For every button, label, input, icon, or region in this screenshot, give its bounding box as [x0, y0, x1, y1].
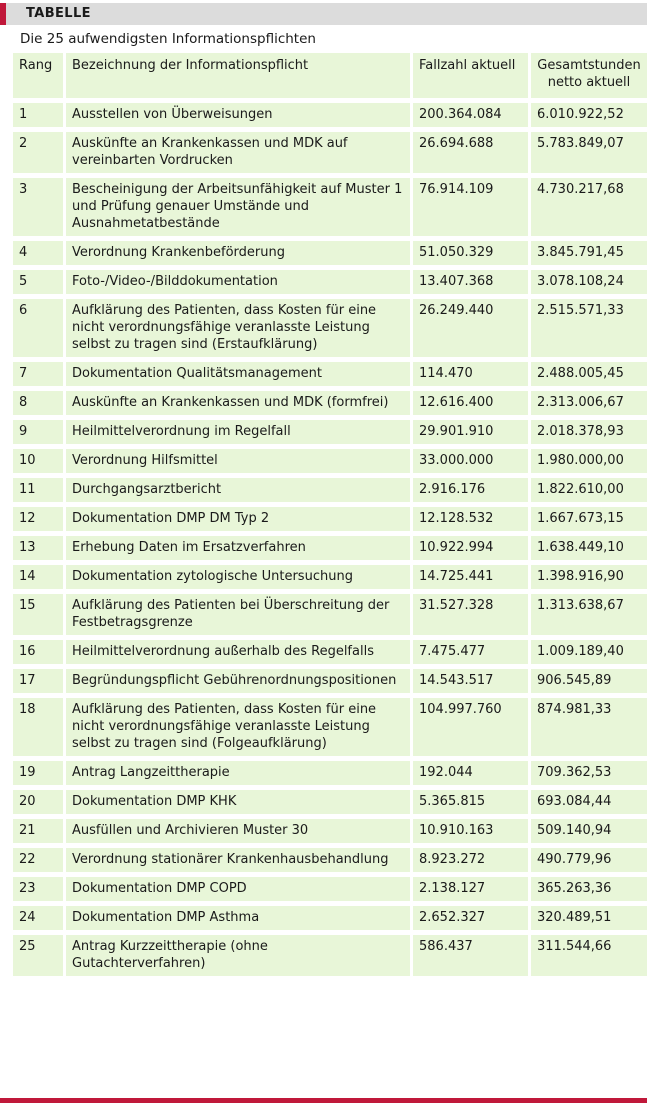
cell-name: Ausfüllen und Archivieren Muster 30	[66, 819, 413, 843]
cell-name: Durchgangsarztbericht	[66, 478, 413, 502]
table-row	[13, 565, 647, 589]
column-header-cases: Fallzahl aktuell	[413, 53, 531, 98]
cell-rank: 9	[13, 420, 66, 444]
cell-name: Aufklärung des Patienten, dass Kosten für eine nicht verordnungsfähige veranlasste Leistung selbst zu tragen sind (Erstaufklärung)	[66, 299, 413, 357]
cell-rank: 11	[13, 478, 66, 502]
table-row	[13, 241, 647, 265]
cell-hours: 365.263,36	[531, 877, 647, 901]
cell-hours: 1.822.610,00	[531, 478, 647, 502]
table-row	[13, 270, 647, 294]
table-row	[13, 761, 647, 785]
cell-cases: 31.527.328	[413, 594, 531, 635]
cell-name: Verordnung stationärer Krankenhausbehandlung	[66, 848, 413, 872]
cell-name: Dokumentation DMP COPD	[66, 877, 413, 901]
table-row	[13, 391, 647, 415]
table-row	[13, 178, 647, 236]
table-row	[13, 536, 647, 560]
table-row	[13, 877, 647, 901]
cell-name: Verordnung Hilfsmittel	[66, 449, 413, 473]
table-row	[13, 848, 647, 872]
cell-hours: 1.980.000,00	[531, 449, 647, 473]
cell-hours: 6.010.922,52	[531, 103, 647, 127]
cell-rank: 18	[13, 698, 66, 756]
table-row	[13, 790, 647, 814]
cell-name: Auskünfte an Krankenkassen und MDK (formfrei)	[66, 391, 413, 415]
cell-rank: 6	[13, 299, 66, 357]
cell-cases: 76.914.109	[413, 178, 531, 236]
cell-hours: 3.845.791,45	[531, 241, 647, 265]
cell-name: Heilmittelverordnung außerhalb des Regelfalls	[66, 640, 413, 664]
cell-rank: 7	[13, 362, 66, 386]
cell-name: Dokumentation DMP DM Typ 2	[66, 507, 413, 531]
cell-cases: 586.437	[413, 935, 531, 976]
cell-name: Verordnung Krankenbeförderung	[66, 241, 413, 265]
cell-rank: 5	[13, 270, 66, 294]
cell-cases: 2.652.327	[413, 906, 531, 930]
table-row	[13, 132, 647, 173]
cell-name: Aufklärung des Patienten, dass Kosten für eine nicht verordnungsfähige veranlasste Leistung selbst zu tragen sind (Folgeaufklärung)	[66, 698, 413, 756]
cell-name: Antrag Kurzzeittherapie (ohne Gutachterverfahren)	[66, 935, 413, 976]
table-row	[13, 420, 647, 444]
cell-rank: 4	[13, 241, 66, 265]
column-header-hours: Gesamtstunden netto aktuell	[531, 53, 647, 98]
cell-cases: 13.407.368	[413, 270, 531, 294]
cell-hours: 1.398.916,90	[531, 565, 647, 589]
cell-hours: 2.313.006,67	[531, 391, 647, 415]
cell-cases: 29.901.910	[413, 420, 531, 444]
bottom-rule	[0, 1098, 647, 1103]
cell-cases: 26.249.440	[413, 299, 531, 357]
table-header-row	[13, 53, 647, 98]
table-body	[13, 103, 647, 976]
cell-name: Begründungspflicht Gebührenordnungspositionen	[66, 669, 413, 693]
table-row	[13, 449, 647, 473]
cell-rank: 22	[13, 848, 66, 872]
cell-hours: 2.515.571,33	[531, 299, 647, 357]
cell-cases: 14.543.517	[413, 669, 531, 693]
cell-name: Dokumentation DMP Asthma	[66, 906, 413, 930]
cell-hours: 2.488.005,45	[531, 362, 647, 386]
cell-cases: 192.044	[413, 761, 531, 785]
column-header-name: Bezeichnung der Informationspflicht	[66, 53, 413, 98]
cell-rank: 13	[13, 536, 66, 560]
cell-cases: 7.475.477	[413, 640, 531, 664]
table-row	[13, 669, 647, 693]
cell-rank: 24	[13, 906, 66, 930]
table-row	[13, 103, 647, 127]
cell-cases: 8.923.272	[413, 848, 531, 872]
table-row	[13, 594, 647, 635]
cell-hours: 1.638.449,10	[531, 536, 647, 560]
cell-name: Bescheinigung der Arbeitsunfähigkeit auf Muster 1 und Prüfung genauer Umstände und Ausnahmetatbestände	[66, 178, 413, 236]
cell-hours: 4.730.217,68	[531, 178, 647, 236]
cell-hours: 490.779,96	[531, 848, 647, 872]
cell-rank: 16	[13, 640, 66, 664]
table-row	[13, 299, 647, 357]
table-row	[13, 362, 647, 386]
cell-rank: 15	[13, 594, 66, 635]
table-row	[13, 819, 647, 843]
cell-hours: 709.362,53	[531, 761, 647, 785]
cell-hours: 2.018.378,93	[531, 420, 647, 444]
cell-cases: 114.470	[413, 362, 531, 386]
cell-rank: 23	[13, 877, 66, 901]
cell-rank: 1	[13, 103, 66, 127]
cell-rank: 17	[13, 669, 66, 693]
cell-cases: 200.364.084	[413, 103, 531, 127]
cell-cases: 14.725.441	[413, 565, 531, 589]
table-row	[13, 698, 647, 756]
cell-rank: 20	[13, 790, 66, 814]
cell-rank: 3	[13, 178, 66, 236]
cell-name: Aufklärung des Patienten bei Überschreitung der Festbetragsgrenze	[66, 594, 413, 635]
cell-rank: 10	[13, 449, 66, 473]
cell-rank: 14	[13, 565, 66, 589]
cell-hours: 1.009.189,40	[531, 640, 647, 664]
cell-hours: 509.140,94	[531, 819, 647, 843]
cell-cases: 10.922.994	[413, 536, 531, 560]
cell-cases: 33.000.000	[413, 449, 531, 473]
cell-hours: 311.544,66	[531, 935, 647, 976]
cell-name: Erhebung Daten im Ersatzverfahren	[66, 536, 413, 560]
cell-hours: 3.078.108,24	[531, 270, 647, 294]
cell-name: Auskünfte an Krankenkassen und MDK auf vereinbarten Vordrucken	[66, 132, 413, 173]
table-subtitle: Die 25 aufwendigsten Informationspflichten	[20, 31, 316, 47]
cell-hours: 320.489,51	[531, 906, 647, 930]
cell-name: Foto-/Video-/Bilddokumentation	[66, 270, 413, 294]
column-header-rank: Rang	[13, 53, 66, 98]
table-header-bar	[0, 3, 647, 25]
cell-rank: 2	[13, 132, 66, 173]
cell-name: Ausstellen von Überweisungen	[66, 103, 413, 127]
data-table	[13, 48, 647, 981]
cell-hours: 1.667.673,15	[531, 507, 647, 531]
cell-rank: 19	[13, 761, 66, 785]
cell-cases: 10.910.163	[413, 819, 531, 843]
cell-rank: 21	[13, 819, 66, 843]
cell-cases: 104.997.760	[413, 698, 531, 756]
cell-name: Dokumentation Qualitätsmanagement	[66, 362, 413, 386]
cell-hours: 693.084,44	[531, 790, 647, 814]
cell-name: Dokumentation zytologische Untersuchung	[66, 565, 413, 589]
cell-rank: 25	[13, 935, 66, 976]
cell-rank: 8	[13, 391, 66, 415]
table-row	[13, 507, 647, 531]
table-row	[13, 935, 647, 976]
cell-name: Heilmittelverordnung im Regelfall	[66, 420, 413, 444]
table-row	[13, 906, 647, 930]
cell-name: Antrag Langzeittherapie	[66, 761, 413, 785]
cell-hours: 874.981,33	[531, 698, 647, 756]
cell-cases: 12.616.400	[413, 391, 531, 415]
header-label: TABELLE	[26, 6, 91, 21]
cell-cases: 51.050.329	[413, 241, 531, 265]
cell-hours: 1.313.638,67	[531, 594, 647, 635]
cell-cases: 5.365.815	[413, 790, 531, 814]
cell-cases: 2.138.127	[413, 877, 531, 901]
cell-cases: 2.916.176	[413, 478, 531, 502]
table-row	[13, 478, 647, 502]
cell-cases: 12.128.532	[413, 507, 531, 531]
cell-rank: 12	[13, 507, 66, 531]
cell-hours: 906.545,89	[531, 669, 647, 693]
cell-hours: 5.783.849,07	[531, 132, 647, 173]
cell-cases: 26.694.688	[413, 132, 531, 173]
cell-name: Dokumentation DMP KHK	[66, 790, 413, 814]
table-row	[13, 640, 647, 664]
